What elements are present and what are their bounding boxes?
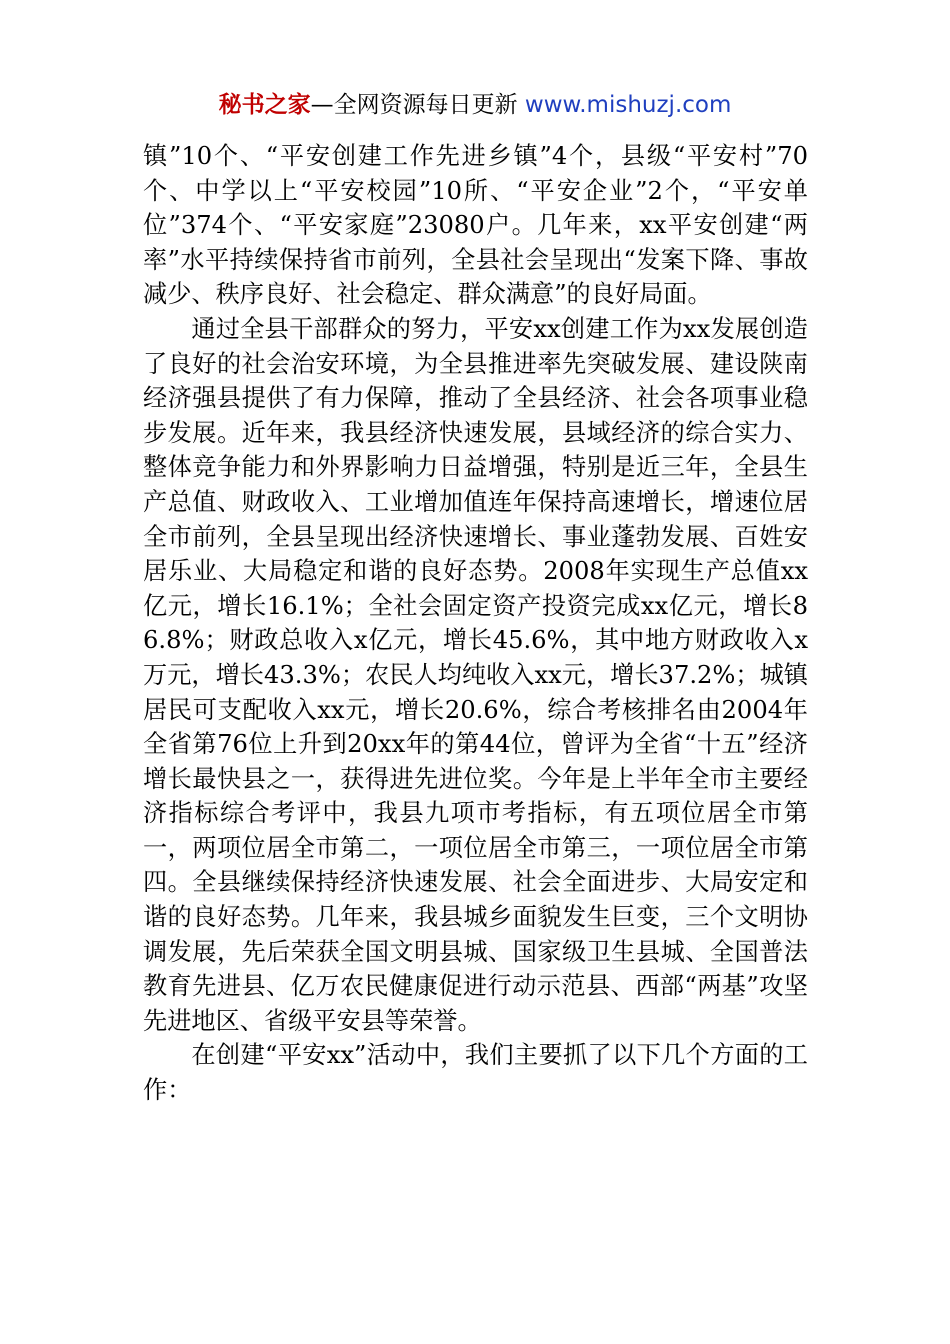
document-body [143,139,808,1108]
page-header [0,88,950,122]
header-brand: 秘书之家 [218,92,311,118]
header-url-link[interactable]: www.mishuzj.com [524,92,732,118]
header-tagline: —全网资源每日更新 [310,92,525,118]
paragraph-work-intro: 在创建“平安xx”活动中，我们主要抓了以下几个方面的工作： [143,1041,808,1105]
paragraph-development: 通过全县干部群众的努力，平安xx创建工作为xx发展创造了良好的社会治安环境，为全县推进率先突破发展、建设陕南经济强县提供了有力保障，推动了全县经济、社会各项事业稳步发展。近年来，我县经济快速发展，县域经济的综合实力、整体竞争能力和外界影响力日益增强，特别是近三年，全县生产总值、财政收入、工业增加值连年保持高速增长，增速位居全市前列，全县呈现出经济快速增长、事业蓬勃发展、百姓安居乐业、大局稳定和谐的良好态势。2008年实现生产总值xx亿元，增长16.1%；全社会固定资产投资完成xx亿元，增长86.8%；财政总收入x亿元，增长45.6%，其中地方财政收入x万元，增长43.3%；农民人均纯收入xx元，增长37.2%；城镇居民可支配收入xx元，增长20.6%，综合考核排名由2004年全省第76位上升到20xx年的第44位，曾评为全省“十五”经济增长最快县之一，获得进先进位奖。今年是上半年全市主要经济指标综合考评中，我县九项市考指标，有五项位居全市第一，两项位居全市第二，一项位居全市第三，一项位居全市第四。全县继续保持经济快速发展、社会全面进步、大局安定和谐的良好态势。几年来，我县城乡面貌发生巨变，三个文明协调发展，先后荣获全国文明县城、国家级卫生县城、全国普法教育先进县、亿万农民健康促进行动示范县、西部“两基”攻坚先进地区、省级平安县等荣誉。 [143,314,808,1035]
paragraph-continued: 镇”10个、“平安创建工作先进乡镇”4个，县级“平安村”70个、中学以上“平安校园”10所、“平安企业”2个，“平安单位”374个、“平安家庭”23080户。几年来，xx平安创建“两率”水平持续保持省市前列，全县社会呈现出“发案下降、事故减少、秩序良好、社会稳定、群众满意”的良好局面。 [143,142,808,309]
